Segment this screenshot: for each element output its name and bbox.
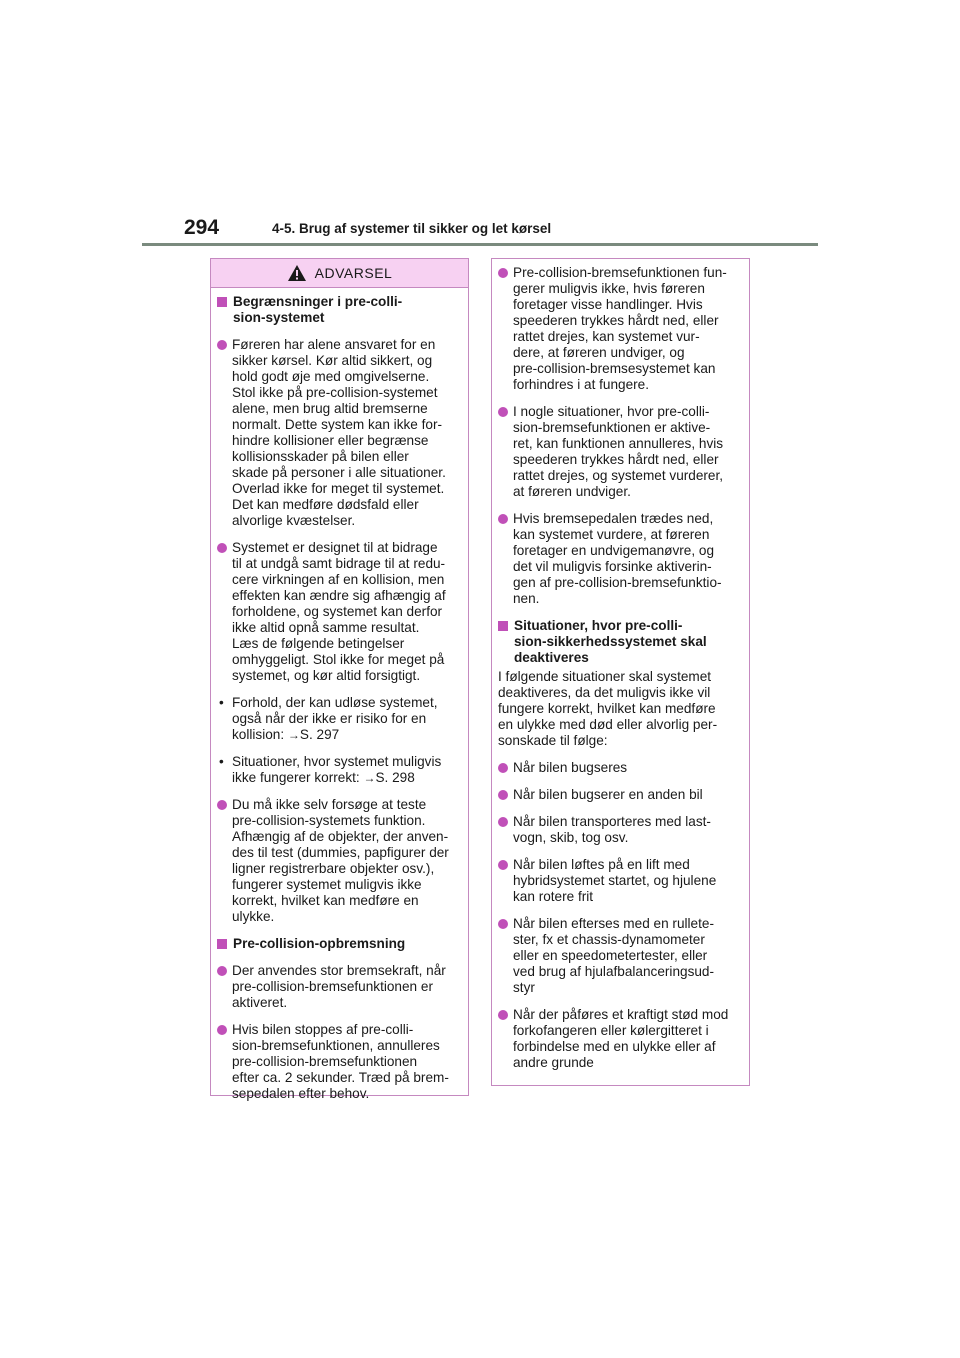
block-text: I nogle situationer, hvor pre-colli- sion-bremsefunktionen er aktive- ret, kan funktionen annulleres, hvis speederen trykkes hårdt ned, eller rattet drejes, og systemet vurderer, at føreren undviger. bbox=[513, 404, 724, 499]
section-heading bbox=[498, 618, 741, 666]
page-reference-link[interactable]: S. 297 bbox=[299, 727, 340, 742]
block-text: Du må ikke selv forsøge at teste pre-collision-systemets funktion. Afhængig af de objekter, der anven- des til test (dummies, papfigurer der ligner registrerbare objekter osv.), fungerer systemet muligvis ikke korrekt, hvilket kan medføre en ulykke. bbox=[232, 797, 449, 924]
bullet-item bbox=[217, 1022, 460, 1102]
block-text: Situationer, hvor systemet muligvis ikke fungerer korrekt: bbox=[232, 754, 442, 785]
bullet-item bbox=[217, 797, 460, 925]
sub-item bbox=[217, 695, 460, 743]
warning-header bbox=[211, 259, 468, 288]
block-text: Hvis bremsepedalen trædes ned, kan systemet vurdere, at føreren foretager en undvigemanøvre, og det vil muligvis forsinke aktiverin- gen af pre-collision-bremsefunktio- nen. bbox=[513, 511, 722, 606]
bullet-item bbox=[498, 265, 741, 393]
bullet-item bbox=[498, 760, 741, 776]
page-number: 294 bbox=[184, 216, 220, 239]
page-reference-link[interactable]: S. 298 bbox=[375, 770, 415, 785]
block-text: Begrænsninger i pre-colli- sion-systemet bbox=[233, 294, 403, 325]
sub-item bbox=[217, 754, 460, 786]
bullet-item bbox=[498, 916, 741, 996]
section-heading bbox=[217, 936, 460, 952]
block-text: Føreren har alene ansvaret for en sikker kørsel. Kør altid sikkert, og hold godt øje med omgivelserne. Stol ikke på pre-collision-systemet alene, men brug altid bremserne normalt. Dette system kan ikke for- hindre kollisioner eller begrænse kollisionsskader på bilen eller skade på personer i alle situationer. Overlad ikke for meget til systemet. Det kan medføre dødsfald eller alvorlige kvæstelser. bbox=[232, 337, 446, 528]
block-text: Forhold, der kan udløse systemet, også når der ikke er risiko for en kollision: bbox=[232, 695, 438, 742]
header-rule bbox=[142, 243, 818, 246]
block-text: Pre-collision-bremsefunktionen fun- gerer muligvis ikke, hvis føreren foretager visse handlinger. Hvis speederen trykkes hårdt ned, eller rattet drejes, kan systemet vur- dere, at føreren undviger, og pre-collision-bremsesystemet kan forhindres i at fungere. bbox=[513, 265, 727, 392]
bullet-item bbox=[498, 1007, 741, 1071]
arrow-right-icon: → bbox=[363, 771, 376, 785]
bullet-item bbox=[498, 404, 741, 500]
block-text: Der anvendes stor bremsekraft, når pre-collision-bremsefunktionen er aktiveret. bbox=[232, 963, 446, 1010]
block-text: Hvis bilen stoppes af pre-colli- sion-bremsefunktionen, annulleres pre-collision-bremsefunktionen efter ca. 2 sekunder. Træd på brem- sepedalen efter behov. bbox=[232, 1022, 449, 1101]
block-text: Når der påføres et kraftigt stød mod forkofangeren eller kølergitteret i forbindelse med en ulykke eller af andre grunde bbox=[513, 1007, 729, 1070]
warning-box-right bbox=[491, 258, 750, 1086]
page-header bbox=[142, 212, 818, 246]
block-text: Når bilen efterses med en rullete- ster, fx et chassis-dynamometer eller en speedometertester, eller ved brug af hjulafbalanceringsud- styr bbox=[513, 916, 715, 995]
bullet-item bbox=[498, 857, 741, 905]
block-text: Situationer, hvor pre-colli- sion-sikkerhedssystemet skal deaktiveres bbox=[514, 618, 707, 665]
warning-title: ADVARSEL bbox=[314, 265, 393, 281]
warning-triangle-icon bbox=[287, 264, 307, 282]
warning-content-left bbox=[211, 288, 468, 1102]
bullet-item bbox=[498, 787, 741, 803]
bullet-item bbox=[217, 963, 460, 1011]
block-text: Systemet er designet til at bidrage til at undgå samt bidrage til at redu- cere virkningen af en kollision, men effekten kan ændre sig afhængig af forholdene, og systemet kan derfor ikke altid opnå samme resultat. Læs de følgende betingelser omhyggeligt. Stol ikke for meget på systemet, og kør altid forsigtigt. bbox=[232, 540, 446, 683]
block-text: Når bilen bugseres bbox=[513, 760, 628, 775]
block-text: Pre-collision-opbremsning bbox=[233, 936, 406, 951]
bullet-item bbox=[498, 511, 741, 607]
block-text: I følgende situationer skal systemet deaktiveres, da det muligvis ikke vil fungere korrekt, hvilket kan medføre en ulykke med død eller alvorlig per- sonskade til følge: bbox=[498, 669, 718, 748]
warning-content-right bbox=[492, 259, 749, 1071]
bullet-item bbox=[498, 814, 741, 846]
arrow-right-icon: → bbox=[287, 728, 300, 742]
chapter-title: 4-5. Brug af systemer til sikker og let kørsel bbox=[272, 221, 552, 236]
block-text: Når bilen bugserer en anden bil bbox=[513, 787, 703, 802]
bullet-item bbox=[217, 337, 460, 529]
warning-box-left bbox=[210, 258, 469, 1101]
paragraph bbox=[498, 669, 741, 749]
block-text: Når bilen transporteres med last- vogn, skib, tog osv. bbox=[513, 814, 711, 845]
bullet-item bbox=[217, 540, 460, 684]
block-text: Når bilen løftes på en lift med hybridsystemet startet, og hjulene kan rotere frit bbox=[513, 857, 717, 904]
section-heading bbox=[217, 294, 460, 326]
